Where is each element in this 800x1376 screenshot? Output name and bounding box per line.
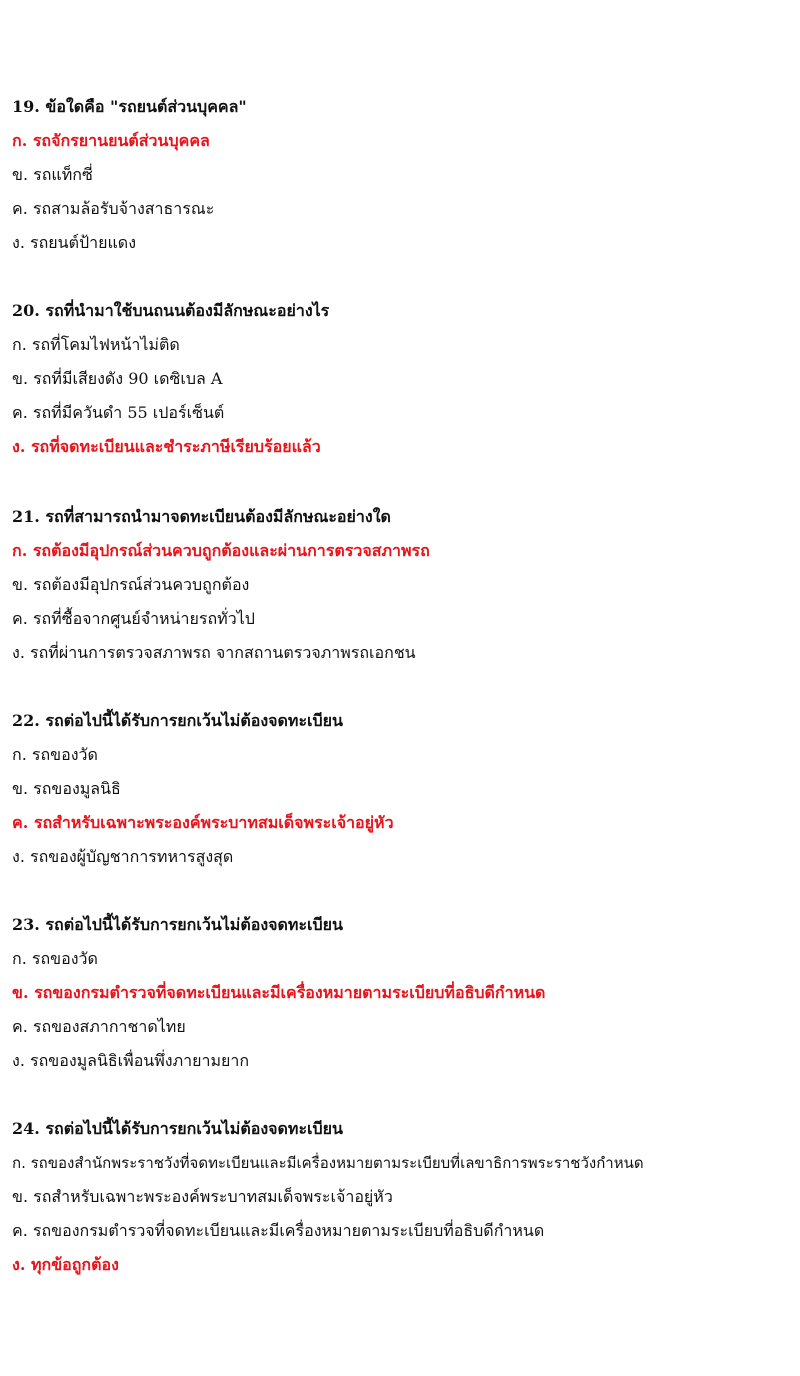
choice: ก. รถที่โคมไฟหน้าไม่ติด <box>12 335 180 354</box>
question-20 <box>12 298 792 468</box>
choice: ก. รถของสำนักพระราชวังที่จดทะเบียนและมีเครื่องหมายตามระเบียบที่เลขาธิการพระราชวังกำหนด <box>12 1154 644 1172</box>
question-22 <box>12 708 792 878</box>
choice-correct: ข. รถของกรมตำรวจที่จดทะเบียนและมีเครื่องหมายตามระเบียบที่อธิบดีกำหนด <box>12 983 546 1002</box>
choice: ง. รถของมูลนิธิเพื่อนพึ่งภายามยาก <box>12 1051 250 1070</box>
choice: ข. รถของมูลนิธิ <box>12 779 121 798</box>
choice: ค. รถของกรมตำรวจที่จดทะเบียนและมีเครื่องหมายตามระเบียบที่อธิบดีกำหนด <box>12 1221 545 1240</box>
question-title: 20. รถที่นำมาใช้บนถนนต้องมีลักษณะอย่างไร <box>12 301 330 320</box>
choice-correct: ก. รถจักรยานยนต์ส่วนบุคคล <box>12 131 210 150</box>
choice-correct: ง. ทุกข้อถูกต้อง <box>12 1255 119 1274</box>
choice: ก. รถของวัด <box>12 745 98 764</box>
choice: ค. รถสามล้อรับจ้างสาธารณะ <box>12 199 215 218</box>
question-24 <box>12 1116 792 1286</box>
question-title: 19. ข้อใดคือ "รถยนต์ส่วนบุคคล" <box>12 97 247 116</box>
choice: ค. รถของสภากาชาดไทย <box>12 1017 186 1036</box>
choice: ง. รถยนต์ป้ายแดง <box>12 233 136 252</box>
question-21 <box>12 504 792 674</box>
choice: ข. รถสำหรับเฉพาะพระองค์พระบาทสมเด็จพระเจ้าอยู่หัว <box>12 1187 393 1206</box>
choice-correct: ง. รถที่จดทะเบียนและชำระภาษีเรียบร้อยแล้ว <box>12 437 321 456</box>
question-title: 24. รถต่อไปนี้ได้รับการยกเว้นไม่ต้องจดทะเบียน <box>12 1119 343 1138</box>
question-title: 22. รถต่อไปนี้ได้รับการยกเว้นไม่ต้องจดทะเบียน <box>12 711 343 730</box>
choice: ข. รถที่มีเสียงดัง 90 เดซิเบล A <box>12 369 223 388</box>
question-23 <box>12 912 792 1082</box>
choice: ก. รถของวัด <box>12 949 98 968</box>
question-title: 23. รถต่อไปนี้ได้รับการยกเว้นไม่ต้องจดทะเบียน <box>12 915 343 934</box>
choice-correct: ค. รถสำหรับเฉพาะพระองค์พระบาทสมเด็จพระเจ้าอยู่หัว <box>12 813 394 832</box>
question-title: 21. รถที่สามารถนำมาจดทะเบียนต้องมีลักษณะอย่างใด <box>12 507 391 526</box>
choice: ง. รถที่ผ่านการตรวจสภาพรถ จากสถานตรวจภาพรถเอกชน <box>12 643 416 662</box>
choice: ค. รถที่มีควันดำ 55 เปอร์เซ็นต์ <box>12 403 225 422</box>
question-19 <box>12 94 792 264</box>
choice: ค. รถที่ซื้อจากศูนย์จำหน่ายรถทั่วไป <box>12 609 255 628</box>
choice-correct: ก. รถต้องมีอุปกรณ์ส่วนควบถูกต้องและผ่านการตรวจสภาพรถ <box>12 541 430 560</box>
choice: ข. รถแท็กซี่ <box>12 165 93 184</box>
choice: ข. รถต้องมีอุปกรณ์ส่วนควบถูกต้อง <box>12 575 250 594</box>
choice: ง. รถของผู้บัญชาการทหารสูงสุด <box>12 847 234 866</box>
